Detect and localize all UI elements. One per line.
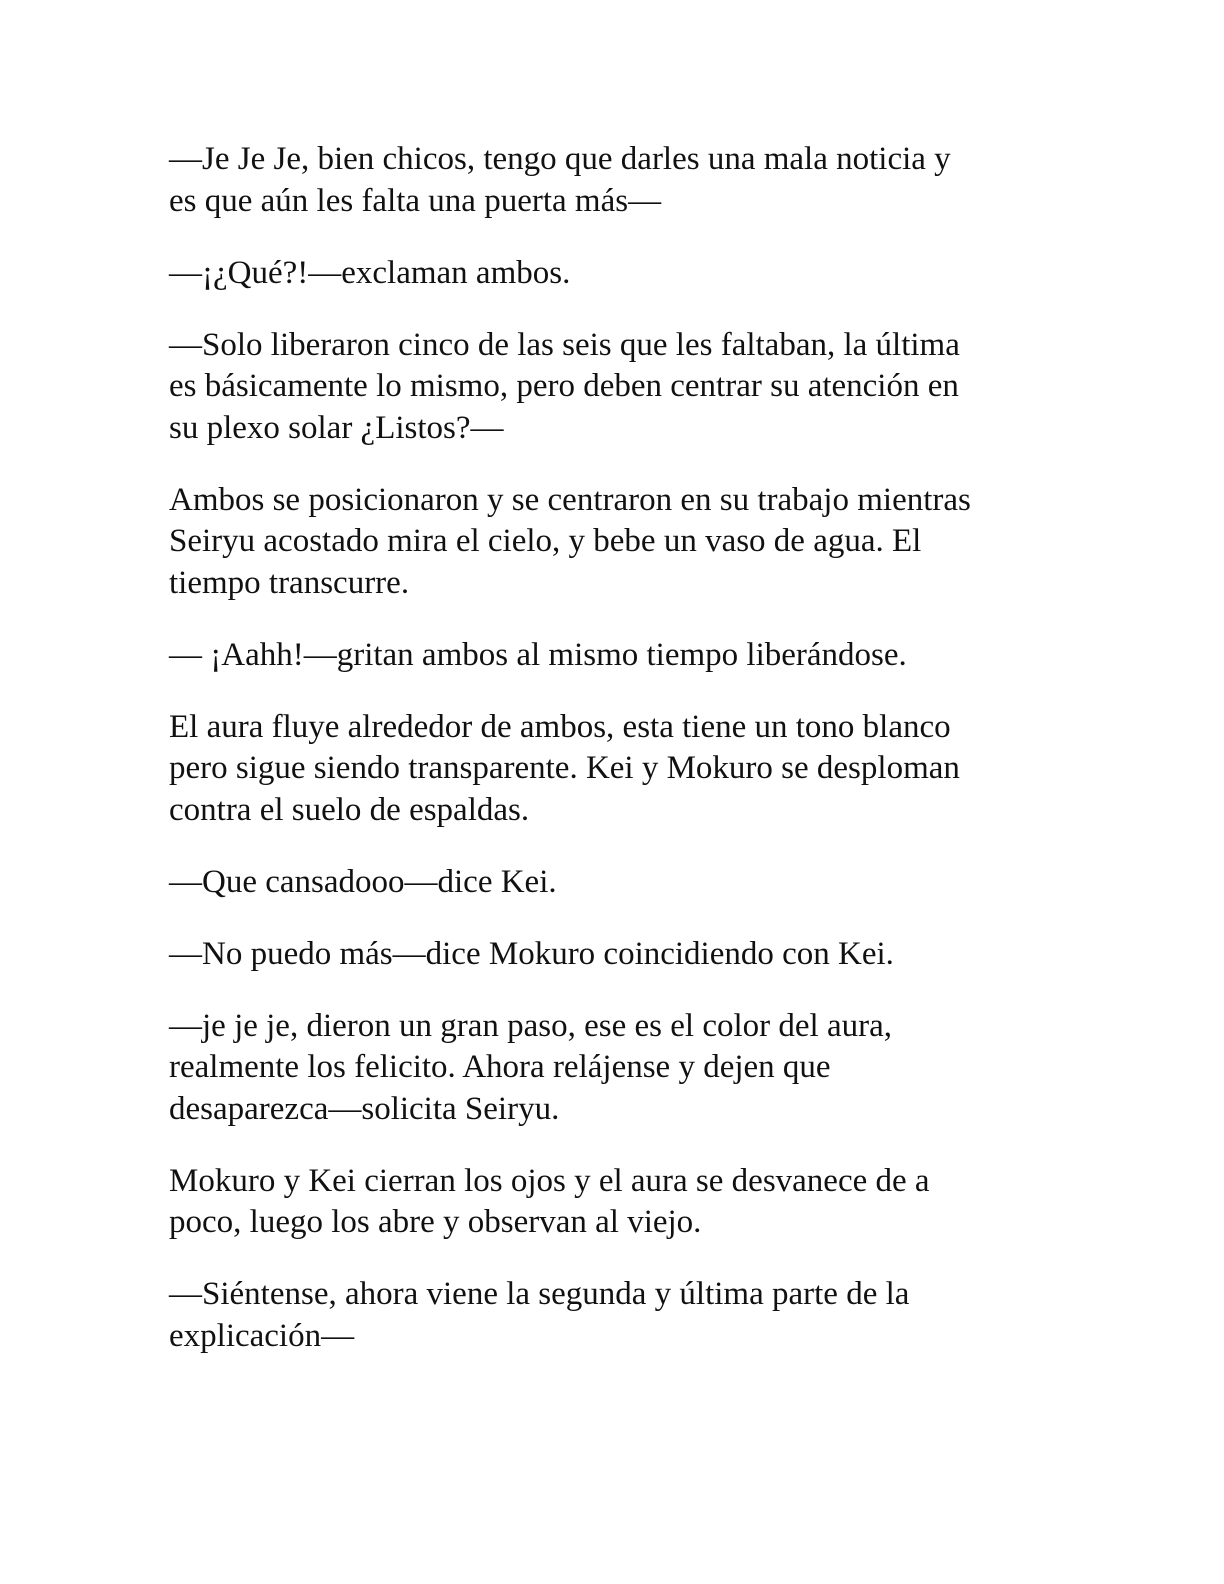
paragraph: El aura fluye alrededor de ambos, esta tiene un tono blanco pero sigue siendo transparente. Kei y Mokuro se desploman contra el suelo de espaldas.	[169, 708, 960, 828]
paragraph: Ambos se posicionaron y se centraron en su trabajo mientras Seiryu acostado mira el cielo, y bebe un vaso de agua. El tiempo transcurre.	[169, 481, 971, 601]
paragraph: —Je Je Je, bien chicos, tengo que darles una mala noticia y es que aún les falta una puerta más—	[169, 141, 951, 219]
document-page	[169, 139, 1049, 1388]
paragraph: —je je je, dieron un gran paso, ese es el color del aura, realmente los felicito. Ahora relájense y dejen que desaparezca—solicita Seiryu.	[169, 1007, 892, 1127]
paragraph: —Solo liberaron cinco de las seis que les faltaban, la última es básicamente lo mismo, pero deben centrar su atención en su plexo solar ¿Listos?—	[169, 326, 960, 446]
paragraph: —¡¿Qué?!—exclaman ambos.	[169, 254, 571, 291]
paragraph: Mokuro y Kei cierran los ojos y el aura se desvanece de a poco, luego los abre y observan al viejo.	[169, 1162, 930, 1240]
paragraph: —Siéntense, ahora viene la segunda y última parte de la explicación—	[169, 1276, 910, 1354]
paragraph: —Que cansadooo—dice Kei.	[169, 863, 557, 900]
paragraph: — ¡Aahh!—gritan ambos al mismo tiempo liberándose.	[169, 636, 907, 673]
paragraph: —No puedo más—dice Mokuro coincidiendo con Kei.	[169, 935, 894, 972]
